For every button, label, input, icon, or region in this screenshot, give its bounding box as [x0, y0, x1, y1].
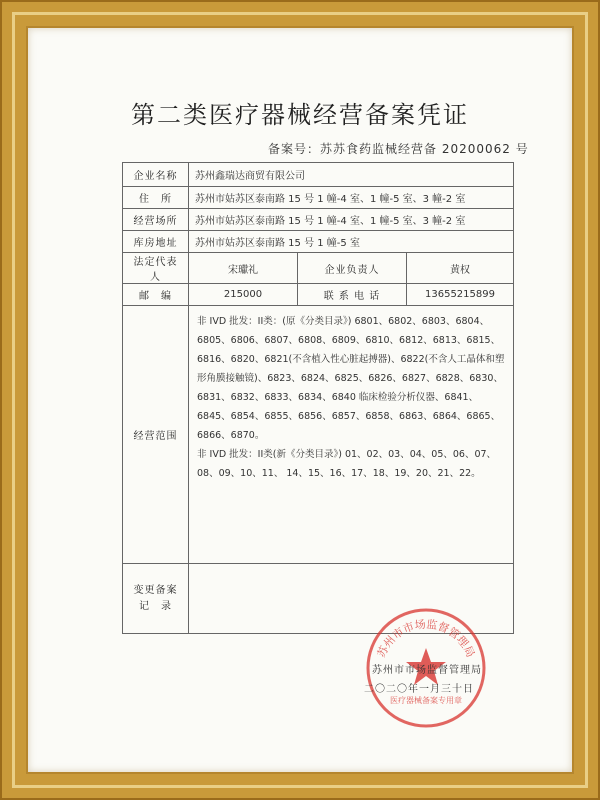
phone-label: 联 系 电 话 [298, 284, 407, 306]
legal-rep-label: 法定代表人 [123, 253, 189, 284]
residence-label: 住 所 [123, 187, 189, 209]
row-warehouse [123, 231, 514, 253]
warehouse-value: 苏州市姑苏区泰南路 15 号 1 幢-5 室 [189, 231, 514, 253]
row-scope [123, 306, 514, 564]
change-label-line1: 变更备案 [133, 584, 178, 596]
postcode-value: 215000 [189, 284, 298, 306]
row-legal-rep [123, 253, 514, 284]
warehouse-label: 库房地址 [123, 231, 189, 253]
row-postcode [123, 284, 514, 306]
principal-label: 企业负责人 [298, 253, 407, 284]
issuer-name: 苏州市市场监督管理局 [372, 665, 482, 676]
row-site [123, 209, 514, 231]
row-residence [123, 187, 514, 209]
scope-label: 经营范围 [123, 306, 189, 564]
certificate-title: 第二类医疗器械经营备案凭证 [131, 101, 469, 129]
seal-inner-text: 医疗器械备案专用章 [390, 696, 462, 705]
company-value: 苏州鑫瑞达商贸有限公司 [189, 163, 514, 187]
company-label: 企业名称 [123, 163, 189, 187]
phone-value: 13655215899 [407, 284, 514, 306]
postcode-label: 邮 编 [123, 284, 189, 306]
row-company [123, 163, 514, 187]
seal-arc-text: 苏州市市场监督管理局 [374, 617, 478, 660]
issue-date: 二〇二〇年一月三十日 [364, 684, 474, 695]
legal-rep-value: 宋瓛礼 [189, 253, 298, 284]
scope-cell [189, 306, 514, 564]
change-record-label [123, 564, 189, 634]
change-label-line2: 记 录 [139, 600, 172, 612]
certificate-table [122, 162, 514, 634]
principal-value: 黄权 [407, 253, 514, 284]
scope-paragraph-1: 非 IVD 批发：II类：(原《分类目录》) 6801、6802、6803、6804、6805、6806、6807、6808、6809、6810、6812、6813、6815、6816、6820、6821(不含植入性心脏起搏器)、6822(不含人工晶体和塑形角膜接触镜)、6823、6824、6825、6826、6827、6828、6830、6831、6832、6833、6834、6840 临床检验分析仪器、6841、6845、6854、6855、6856、6857、6858、6863、6864、6865、6866、6870。 [197, 316, 505, 441]
site-value: 苏州市姑苏区泰南路 15 号 1 幢-4 室、1 幢-5 室、3 幢-2 室 [189, 209, 514, 231]
record-number: 备案号：苏苏食药监械经营备 20200062 号 [268, 142, 529, 156]
scope-paragraph-2: 非 IVD 批发：II类(新《分类目录》) 01、02、03、04、05、06、07、08、09、10、11、 14、15、16、17、18、19、20、21、22。 [197, 449, 497, 479]
site-label: 经营场所 [123, 209, 189, 231]
residence-value: 苏州市姑苏区泰南路 15 号 1 幢-4 室、1 幢-5 室、3 幢-2 室 [189, 187, 514, 209]
